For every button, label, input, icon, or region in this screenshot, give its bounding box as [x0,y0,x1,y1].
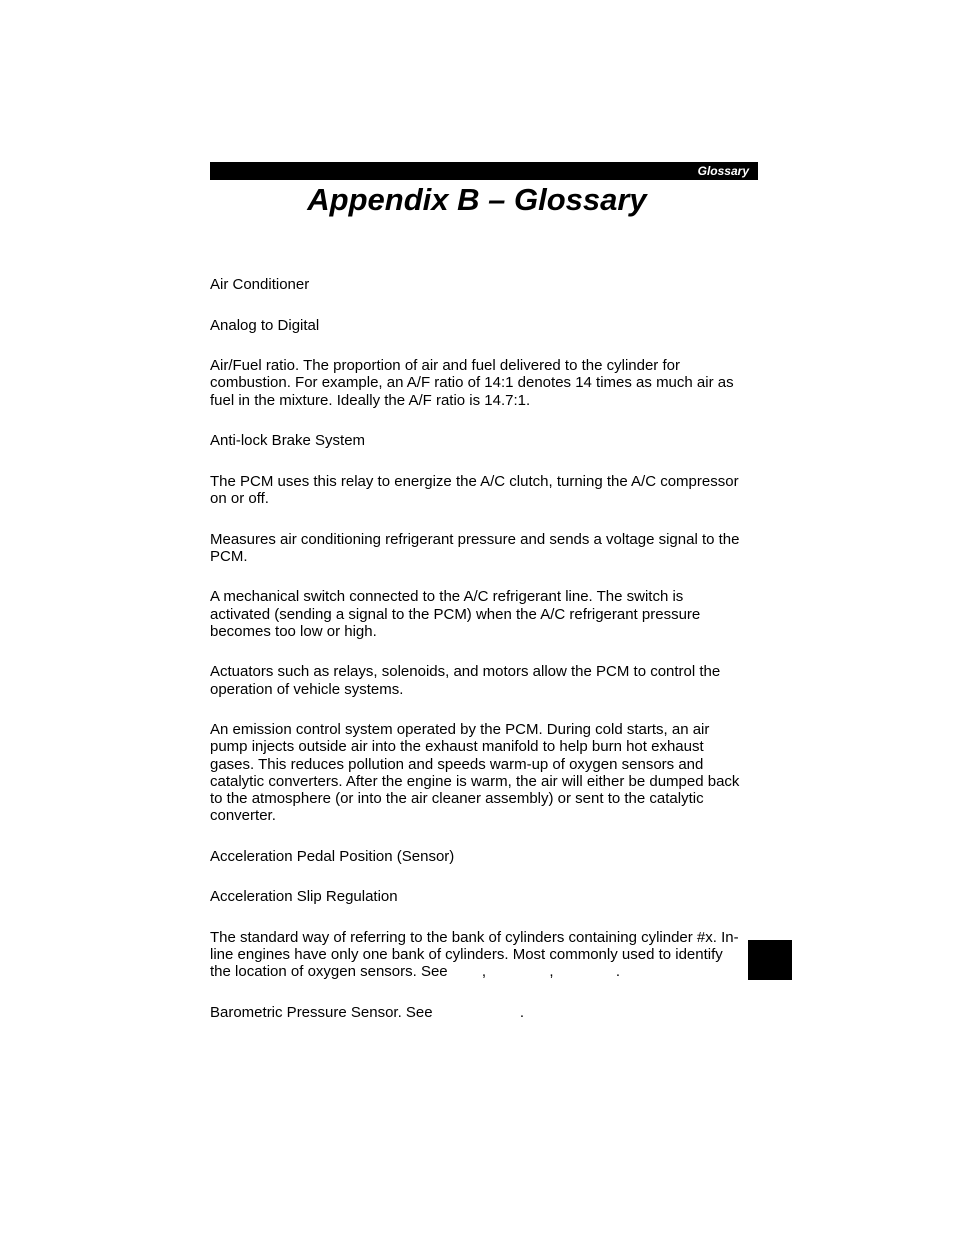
glossary-definition [210,888,744,905]
glossary-definition [210,432,744,449]
section-header-label: Glossary [697,164,749,178]
definition-text: An emission control system operated by the PCM. During cold starts, an air pump injects outside air into the exhaust manifold to help burn hot exhaust gases. This reduces pollution and speeds warm-up of oxygen sensors and catalytic converters. After the engine is warm, the air will either be dumped back to the atmosphere (or into the air cleaner assembly) or sent to the catalytic converter. [210,721,740,825]
definition-text: Acceleration Pedal Position (Sensor) [210,847,455,865]
page-title: Appendix B – Glossary [307,182,647,217]
definition-text: Anti-lock Brake System [210,432,366,450]
glossary-definition [210,357,744,409]
glossary-definition [210,1004,744,1021]
definition-text: Measures air conditioning refrigerant pressure and sends a voltage signal to the PCM. [210,530,740,565]
separator: , [549,963,554,981]
definition-text: Actuators such as relays, solenoids, and motors allow the PCM to control the operation of vehicle systems. [210,663,721,698]
cross-reference-link[interactable]: O2S [451,963,482,981]
definition-text: Air/Fuel ratio. The proportion of air and fuel delivered to the cylinder for combustion. For example, an A/F ratio of 14:1 denotes 14 times as much air as fuel in the mixture. Ideally the A/F ratio is 14.7:1. [210,357,734,409]
glossary-list [210,276,744,1045]
cross-reference-link[interactable]: Sensor y [557,963,616,981]
definition-text: The standard way of referring to the bank of cylinders containing cylinder #x. In-line engines have only one bank of cylinders. Most commonly used to identify the location of oxygen sensors. See [210,928,739,981]
glossary-definition [210,929,744,981]
definition-text: Analog to Digital [210,316,320,334]
glossary-definition [210,721,744,824]
separator: . [519,1003,525,1021]
glossary-definition [210,317,744,334]
cross-reference-link[interactable]: Sensor x [490,963,550,981]
glossary-definition [210,531,744,565]
separator: , [481,963,487,981]
section-header-bar [210,162,758,180]
glossary-definition [210,848,744,865]
definition-text: The PCM uses this relay to energize the A/C clutch, turning the A/C compressor on or off. [210,472,739,507]
chapter-tab-marker [748,940,792,980]
glossary-definition [210,473,744,507]
separator: . [615,963,620,981]
definition-text: Acceleration Slip Regulation [210,888,398,906]
definition-text: A mechanical switch connected to the A/C refrigerant line. The switch is activated (sending a signal to the PCM) when the A/C refrigerant pressure becomes too low or high. [210,588,701,640]
glossary-definition [210,663,744,697]
definition-text: Air Conditioner [210,276,310,293]
glossary-definition [210,276,744,293]
definition-text: Barometric Pressure Sensor. See [210,1003,433,1021]
cross-reference-link[interactable]: MAP Sensor [436,1003,520,1021]
glossary-definition [210,588,744,640]
